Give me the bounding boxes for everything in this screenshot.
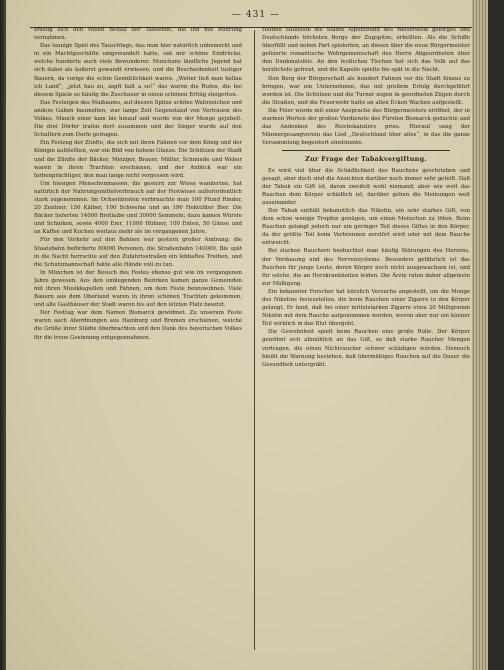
left-paragraph: Um hiesigen Menschenmassen, die gestern zur Wiese wanderten, hat natürlich der Nahrungsmittelverbrauch auf der Festwiese außerordentlich stark zugenommen. Im Ochsenbraten verbrauchte man 100 Pfund Rinder, 20 Zentner, 150 Kälber, 100 Schweine und an 190 Hektoliter Bier. Die Bäcker lieferten 14000 Brotlaibe und 30000 Semmeln; dazu kamen Würste und Schinken, sowie 4000 Eier, 11000 Hühner, 100 Enten, 50 Gänse und an Kaffee und Kuchen weitaus mehr als im vergangenen Jahre. [34, 180, 242, 236]
right-paragraph: Der Tabak enthält bekanntlich das Nikotin, ein sehr starkes Gift, von dem schon wenige Tropfen genügen, um einen Menschen zu töten. Beim Rauchen gelangt jedoch nur ein geringer Teil dieses Giftes in den Körper, da der größte Teil beim Verbrennen zerstört wird oder mit dem Rauche entweicht. [262, 207, 470, 247]
right-paragraph: Den Berg der Bürgerschaft als hundert Fahnen vor die Stadt hinaus zu bringen, war ein Unternehmen, das mit großem Erfolg durchgeführt worden ist. Die Schützen und die Turner zogen in geordneten Zügen durch die Straßen, und die Feuerwehr hatte an allen Ecken Wachen aufgestellt. [262, 75, 470, 106]
column-divider [254, 30, 255, 650]
right-paragraph: Die Feier wurde mit einer Ansprache des Bürgermeisters eröffnet, der in warmen Worten der großen Verdienste des Fürsten Bismarck gedachte und das Andenken des Reichskanzlers pries. Hierauf sang der Männergesangverein das Lied „Deutschland über alles“, in das die ganze Versammlung begeistert einstimmte. [262, 107, 470, 147]
page-header [46, 10, 466, 26]
left-paragraph: Das launige Spiel des Tauschtags, das man hier natürlich unbemerkt und in ein Machtgeschäfte umgewandelt hatte, sah mir schöne Eindrücke, welche hunderte auch viele Bewunderer. Munchens ländliche Jugend hat sich dabei als äußerst gewandt erwiesen, und die Bescheidenheit lustiger Bauern, da vorige die echte Gemütlichkeit waren. „Weiter ließ man hellau ich Land“, „jetzt hau zu, zapft halt a so!“ das waren die Rufen, die bei diesem Spiele so häufig die Zuschauer in einen schönen Erfolg steigerten. [34, 43, 242, 98]
right-paragraph: Helden Sühleiste die Städte Alpentbund des Wetterstein gebirges und Deutschlands höchsten Berge der Zugspitze, erhellten. Als die Schiffe überfüllt und neben Part spielerten, an diesen über die neue Bürgermeister gefeierte romantische Wehrgemeinschaft des Herrn Abgeordneten über den Denkmalsfels. An den festlichen Tischen hat sich das Volk auf das herzlichste gefreut, und die Kapelle spielte bis spät in die Nacht. [262, 27, 470, 74]
left-paragraph: Ein Festzug der Zünfte, die sich mit ihren Fahnen vor dem König und der Königin aufstellten, war ein Bild von hohem Glanze. Die Schützen der Stadt und die Zünfte der Bäcker, Metzger, Brauer, Müller, Schmiede und Weber waren in ihren Trachten erschienen, und der Anblick war ein farbenprächtiger, den man lange nicht vergessen wird. [34, 140, 242, 179]
left-paragraph: erzeug sich den vollen Beifall der Tausende, die ihn mit Rührung vernahmen. [34, 27, 242, 42]
article-heading: Zur Frage der Tabakvergiftung. [305, 155, 427, 164]
page-edges [472, 0, 488, 670]
right-paragraph: Die Gewohnheit spielt beim Rauchen eine große Rolle. Der Körper gewöhnt sich allmählich an das Gift, so daß starke Raucher Mengen vertragen, die einen Nichtraucher schwer schädigen würden. Dennoch bleibt die Warnung bestehen, daß übermäßiges Rauchen auf die Dauer die Gesundheit untergräbt. [262, 329, 470, 368]
left-paragraph: Das Festeigen des Maibaums, auf dessen Spitze schöne Wahrzeichen und andere Gaben baumelten, war lange Zeit Gegenstand von Vertrauen des Volkes. Manch einer kam bis hinauf und wurde von der Menge gejubelt. Die drei Dörfer trafen dort zusammen und der Sieger wurde auf den Schultern zum Dorfe getragen. [34, 99, 242, 139]
right-column [262, 26, 470, 656]
section-rule [282, 150, 450, 151]
left-paragraph: Der Festtag war dem Namen Bismarck gewidmet. Zu unserem Feste waren auch Abordnungen aus Hamburg und Bremen erschienen, welche die Grüße ihrer Städte überbrachten und den Dank des bayerischen Volkes für die treue Gesinnung entgegennahmen. [34, 310, 242, 341]
newspaper-page [6, 0, 488, 670]
left-column [34, 26, 242, 656]
left-paragraph: In München ist der Besuch des Festes ebenso gut wie im vergangenen Jahre gewesen. Aus den umliegenden Bezirken kamen ganze Gemeinden mit ihren Musikkapellen und Fahnen, um dem Feste beizuwohnen. Viele Bauern aus dem Oberland waren in ihren schönen Trachten gekommen, und alle Gasthäuser der Stadt waren bis auf den letzten Platz besetzt. [34, 269, 242, 309]
left-paragraph: Für den Verkehr auf den Bahnen war gestern großer Andrang; die Staatsbahn beförderte 60000 Personen, die Straßenbahn 140000. Bis spät in die Nacht herrschte auf den Zufahrtsstraßen ein lebhaftes Treiben, und die Schutzmannschaft hatte alle Hände voll zu tun. [34, 237, 242, 268]
page-number: — 431 — [232, 10, 280, 20]
right-paragraph: Bei starken Rauchern beobachtet man häufig Störungen des Herzens, der Verdauung und des Nervensystems. Besonders gefährlich ist das Rauchen für junge Leute, deren Körper noch nicht ausgewachsen ist, und für solche, die an Herzkrankheiten leiden. Die Ärzte raten daher allgemein zur Mäßigung. [262, 248, 470, 287]
right-paragraph: Es wird viel über die Schädlichkeit des Rauchens geschrieben und gesagt, aber doch sind die Ansichten darüber noch immer sehr geteilt. Daß der Tabak ein Gift ist, daran zweifelt wohl niemand; aber wie weit das Rauchen dem Körper schädlich ist, darüber gehen die Meinungen weit auseinander. [262, 167, 470, 206]
right-paragraph: Ein bekannter Forscher hat kürzlich Versuche angestellt, um die Menge des Nikotins festzustellen, die beim Rauchen einer Zigarre in den Körper gelangt. Er fand, daß bei einer mittelstarken Zigarre etwa 20 Milligramm Nikotin mit dem Rauche aufgenommen werden, wovon aber nur ein kleiner Teil wirklich in das Blut übergeht. [262, 288, 470, 328]
